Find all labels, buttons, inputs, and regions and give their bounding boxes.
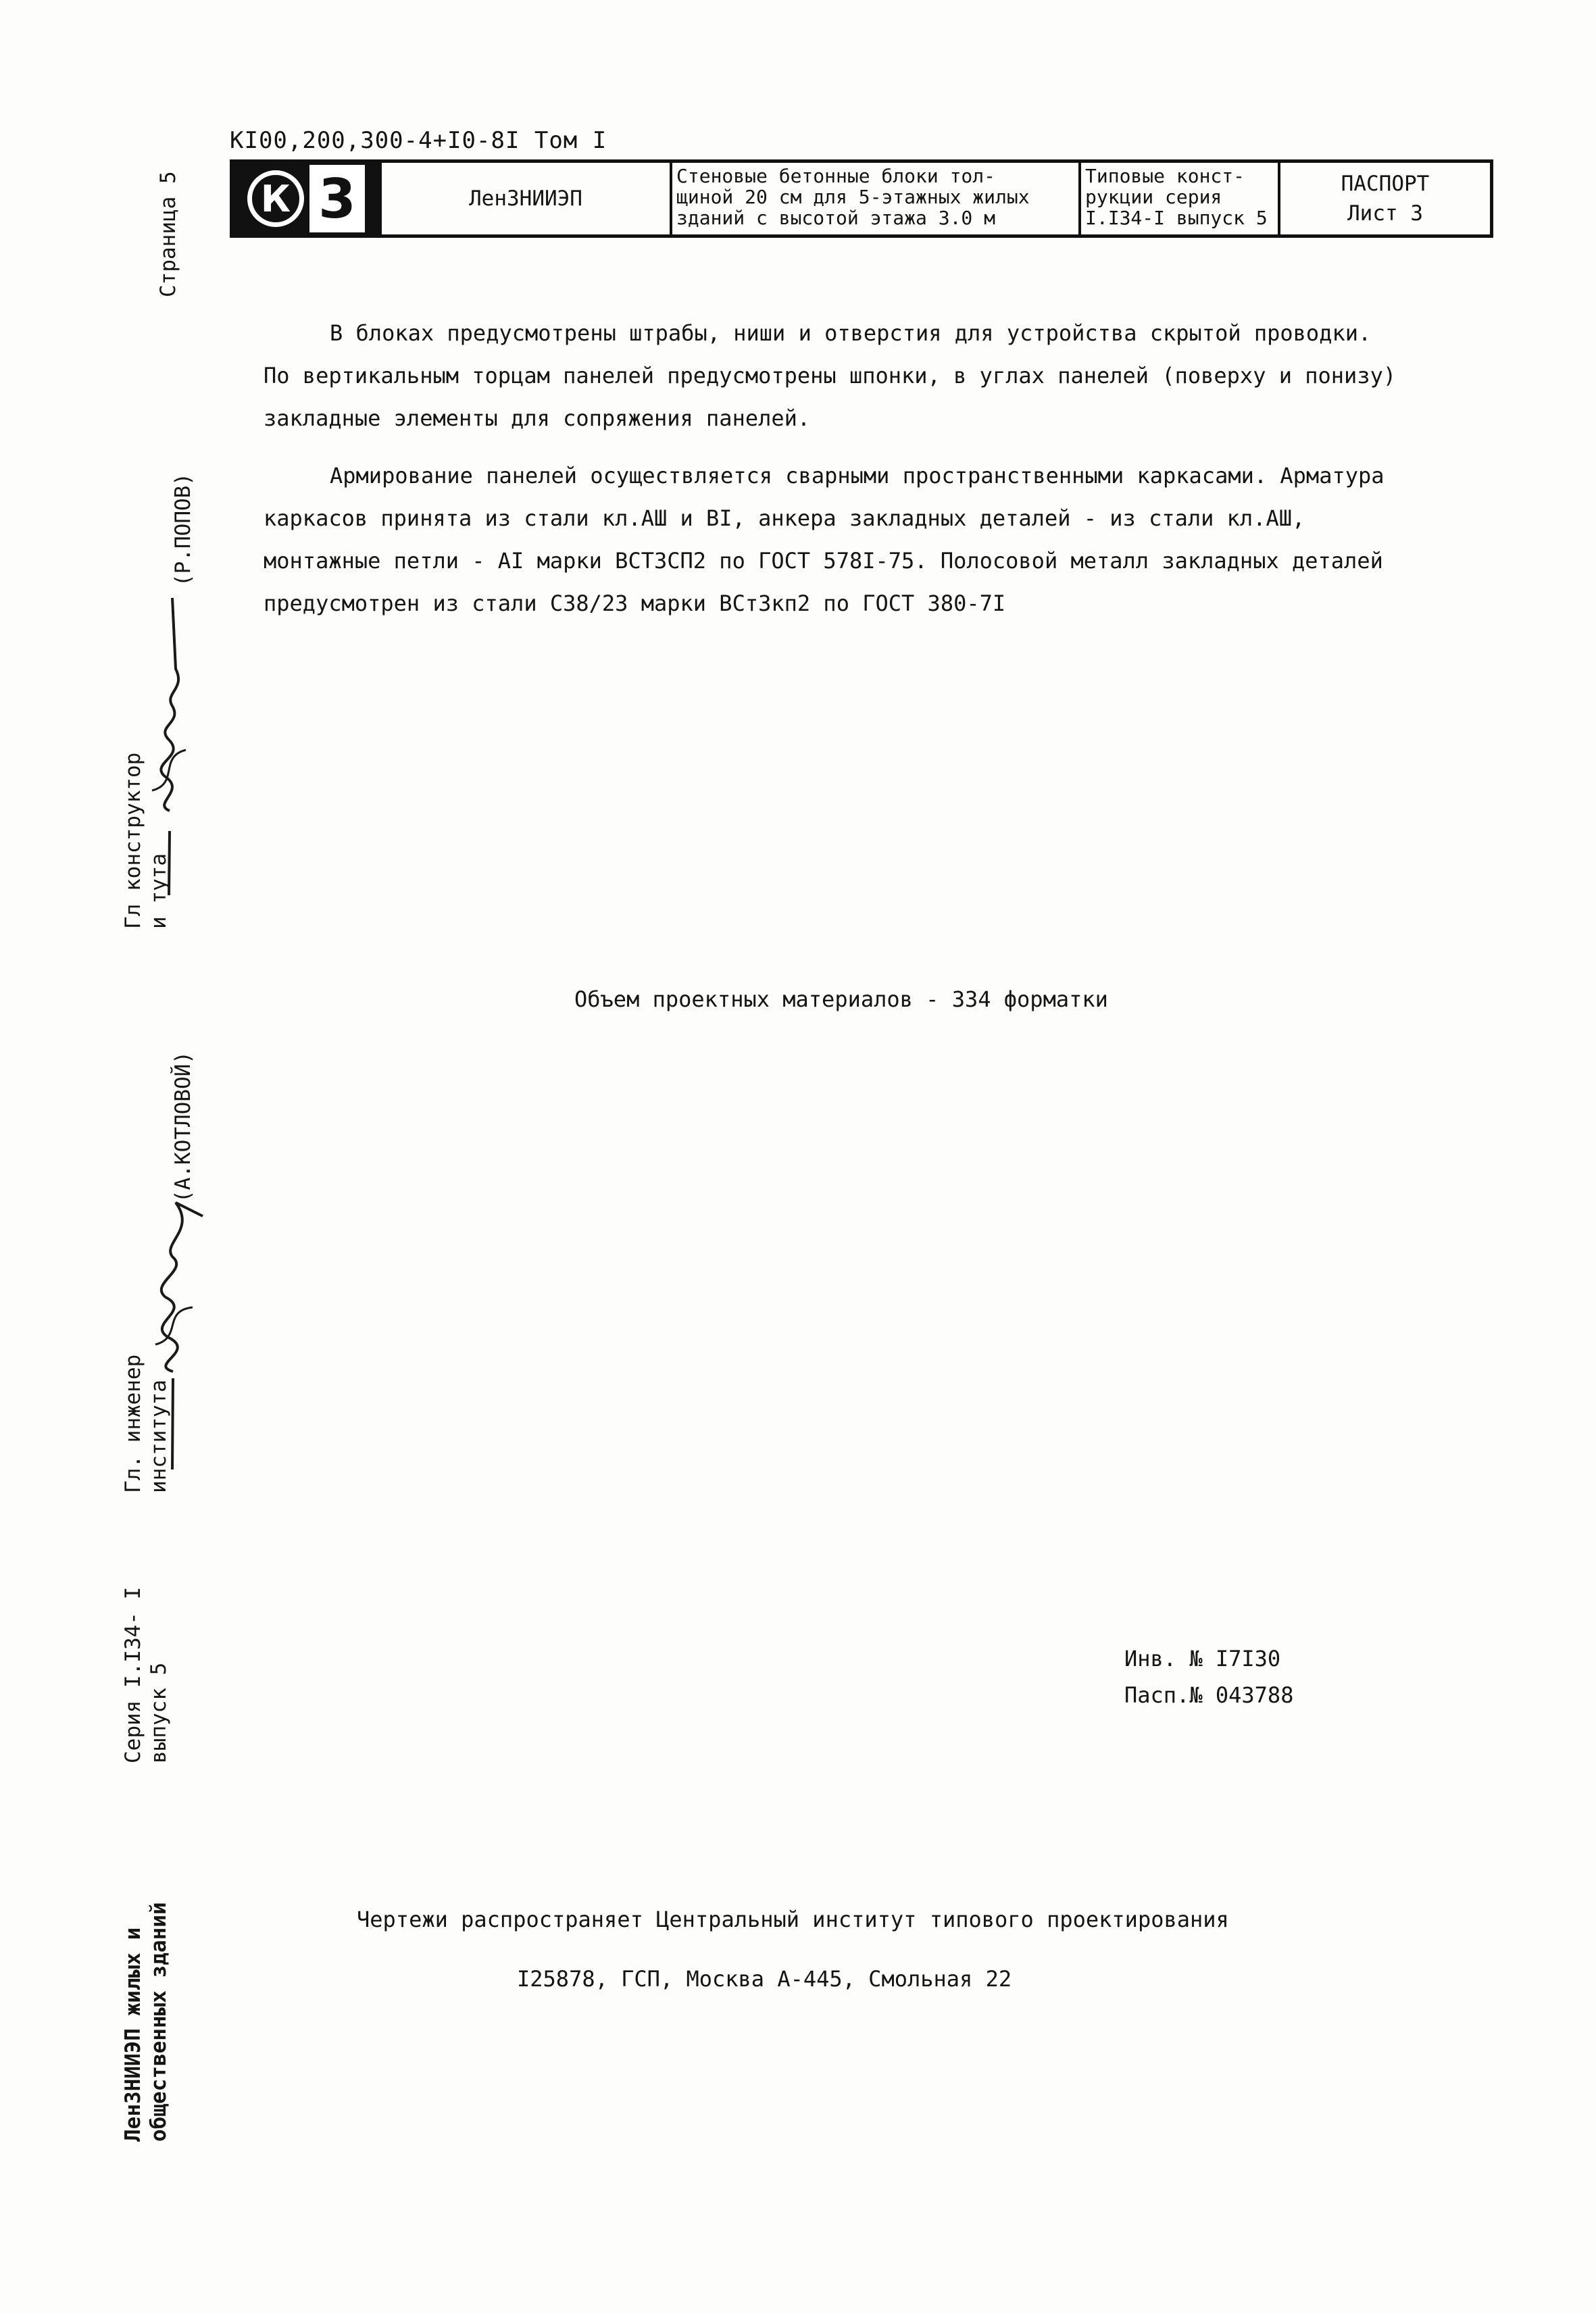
- sheet-number: Лист 3: [1347, 201, 1423, 226]
- stamp-logo: [233, 163, 382, 234]
- text-line: предусмотрен из стали С38/23 марки ВСт3кп2 по ГОСТ 380-7I: [264, 590, 1006, 616]
- institute-line: общественных зданий: [147, 1902, 171, 2142]
- logo-mark: К: [247, 170, 304, 227]
- sheet-info: [1280, 163, 1490, 234]
- chief-designer-line: Гл конструктор: [121, 752, 145, 929]
- series-line: Типовые конст-: [1085, 165, 1245, 187]
- chief-engineer-line: Гл. инженер: [121, 1354, 145, 1493]
- body-text: [264, 312, 1460, 640]
- text-line: В блоках предусмотрены штрабы, ниши и отверстия для устройства скрытой проводки.: [330, 320, 1372, 346]
- text-line: каркасов принята из стали кл.АШ и BI, анкера закладных деталей - из стали кл.АШ,: [264, 505, 1305, 531]
- text-line: По вертикальным торцам панелей предусмотрены шпонки, в углах панелей (поверху и понизу): [264, 363, 1397, 388]
- logo-number: 3: [309, 165, 365, 232]
- doc-type: ПАСПОРТ: [1341, 172, 1430, 196]
- signature-popov: [139, 588, 199, 899]
- signature-kotlovoy: [135, 1176, 209, 1473]
- series-line: рукции серия: [1085, 186, 1222, 208]
- text-line: закладные элементы для сопряжения панелей.: [264, 405, 811, 431]
- organization: ЛенЗНИИЭП: [382, 163, 672, 234]
- description: [672, 163, 1081, 234]
- chief-designer-name: (Р.ПОПОВ): [171, 473, 195, 586]
- chief-designer-line: и тута: [147, 853, 171, 929]
- institute-line: ЛенЗНИИЭП жилых и: [121, 1927, 145, 2142]
- description-line: Стеновые бетонные блоки тол-: [676, 165, 996, 187]
- title-block: [230, 159, 1493, 238]
- page-label: Страница 5: [156, 171, 180, 297]
- series-side-line: Серия I.I34- I: [121, 1586, 145, 1763]
- text-line: монтажные петли - AI марки ВСТ3СП2 по ГОСТ 578I-75. Полосовой металл закладных деталей: [264, 548, 1383, 574]
- document-code: КI00,200,300-4+I0-8I Том I: [230, 127, 607, 154]
- inventory-block: [1124, 1640, 1293, 1713]
- text-line: Армирование панелей осуществляется сварными пространственными каркасами. Арматура: [330, 463, 1385, 488]
- series-line: I.I34-I выпуск 5: [1085, 207, 1268, 229]
- passport-number: Пасп.№ 043788: [1124, 1682, 1294, 1708]
- inventory-number: Инв. № I7I30: [1124, 1646, 1281, 1671]
- distributor-note: Чертежи распространяет Центральный институт типового проектирования: [357, 1907, 1229, 1932]
- paragraph-1: [264, 312, 1460, 440]
- series-side-line: выпуск 5: [147, 1662, 171, 1763]
- description-line: щиной 20 см для 5-этажных жилых: [676, 186, 1030, 208]
- paragraph-2: [264, 455, 1460, 625]
- distributor-address: I25878, ГСП, Москва А-445, Смольная 22: [517, 1966, 1012, 1992]
- description-line: зданий с высотой этажа 3.0 м: [676, 207, 996, 229]
- chief-engineer-line: института: [147, 1380, 171, 1493]
- series-info: [1081, 163, 1280, 234]
- institute-side: [120, 1902, 172, 2142]
- volume-note: Объем проектных материалов - 334 форматки: [574, 986, 1108, 1012]
- chief-engineer-name: (А.КОТЛОВОЙ): [171, 1051, 195, 1203]
- series-side: [120, 1587, 172, 1763]
